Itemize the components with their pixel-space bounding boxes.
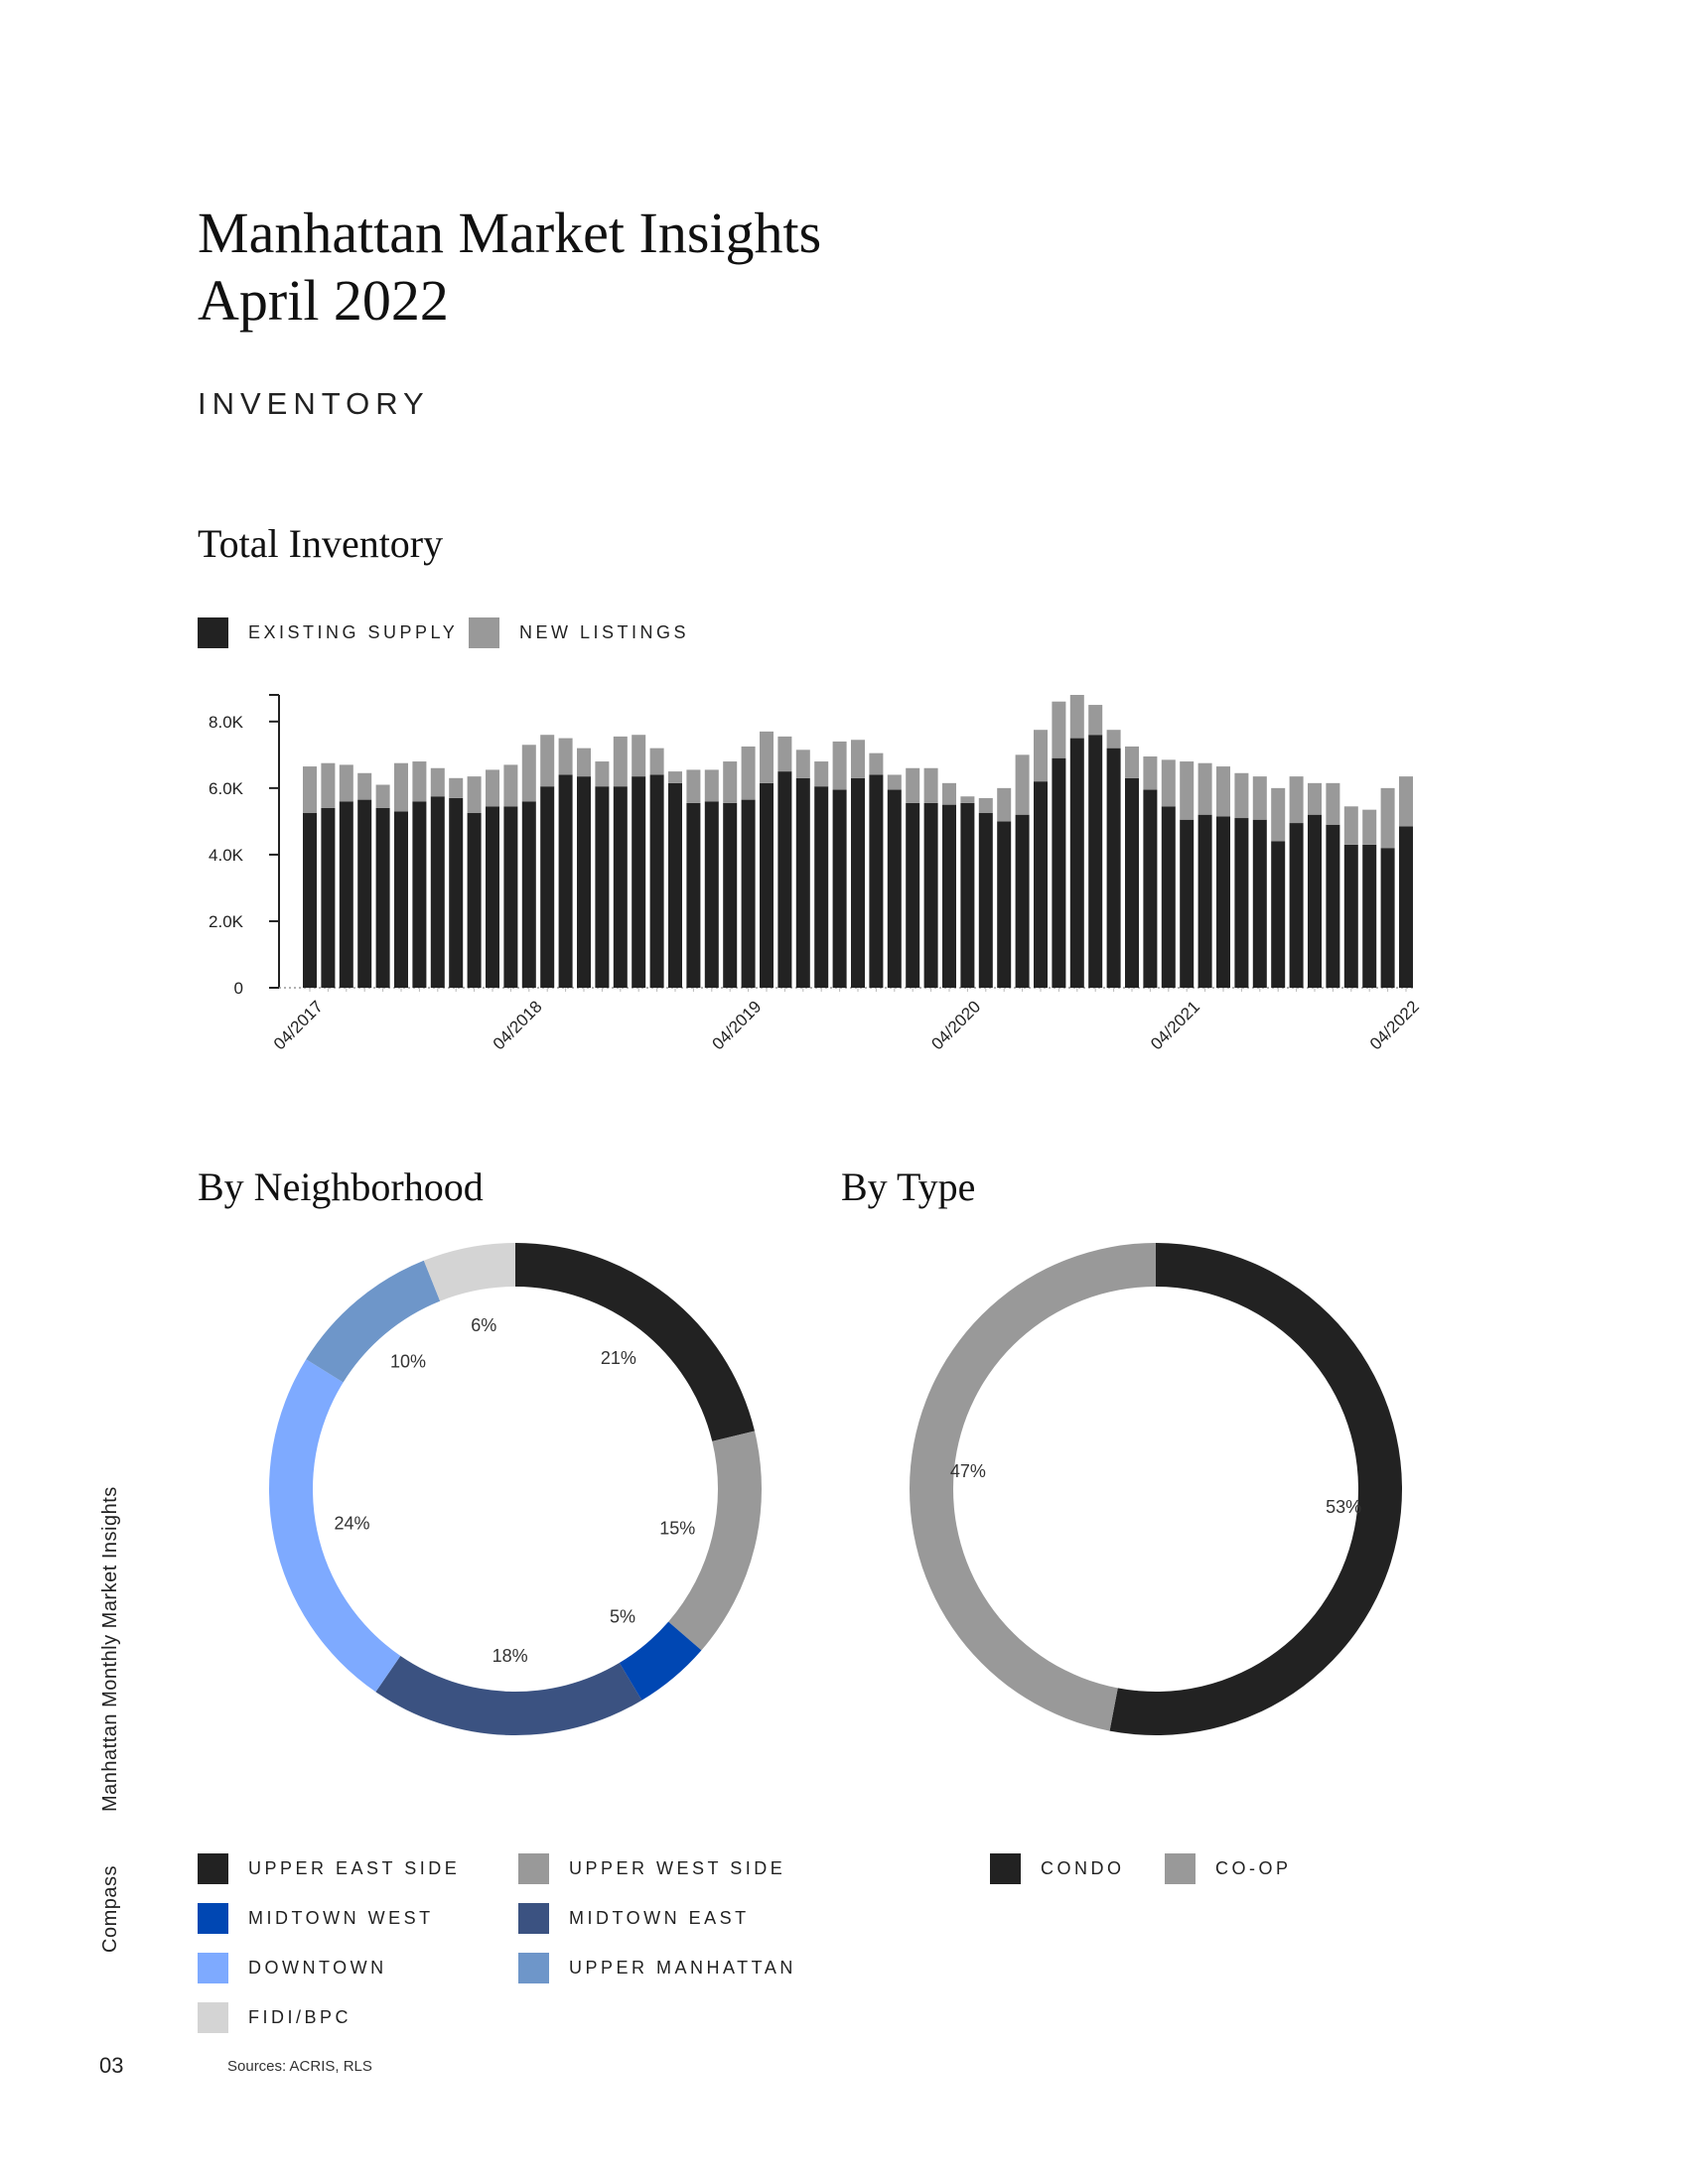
by-type-title: By Type [841, 1164, 976, 1209]
side-brand-label: Compass [99, 1865, 121, 1953]
legend-label-fidi-bpc: FIDI/BPC [248, 2007, 352, 2027]
by-neighborhood-title: By Neighborhood [198, 1164, 484, 1209]
x-tick-label: 04/2022 [1365, 997, 1423, 1054]
y-tick-label: 4.0K [209, 845, 243, 865]
y-tick-label: 0 [233, 979, 243, 998]
legend-label-condo: CONDO [1041, 1858, 1125, 1878]
legend-swatch-midtown-west [198, 1903, 228, 1934]
donut-slice-condo [1110, 1243, 1402, 1735]
legend-swatch-coop [1165, 1853, 1196, 1884]
legend-upper-west-side [518, 1853, 785, 1884]
legend-downtown [198, 1953, 387, 1983]
legend-label-upper-east-side: UPPER EAST SIDE [248, 1858, 461, 1878]
legend-midtown-west [198, 1903, 434, 1934]
legend-label-downtown: DOWNTOWN [248, 1958, 387, 1978]
y-tick-label: 2.0K [209, 911, 243, 931]
legend-label-midtown-west: MIDTOWN WEST [248, 1908, 434, 1928]
legend-fidi-bpc [198, 2002, 352, 2033]
legend-label-existing-supply: EXISTING SUPPLY [248, 622, 459, 642]
page-number: 03 [99, 2053, 124, 2078]
sources-note: Sources: ACRIS, RLS [227, 2058, 372, 2075]
legend-condo [990, 1853, 1125, 1884]
donut-label-downtown: 24% [334, 1513, 370, 1534]
x-tick-label: 04/2020 [927, 997, 985, 1054]
side-publication-title: Manhattan Monthly Market Insights [99, 1486, 121, 1812]
legend-label-upper-manhattan: UPPER MANHATTAN [569, 1958, 796, 1978]
legend-upper-east-side [198, 1853, 460, 1884]
y-tick-label: 8.0K [209, 712, 243, 732]
section-heading: INVENTORY [198, 386, 430, 421]
donut-label-condo: 53% [1326, 1496, 1362, 1517]
legend-label-midtown-east: MIDTOWN EAST [569, 1908, 750, 1928]
donut-label-midtown-west: 5% [609, 1606, 635, 1627]
donut-label-upper-manhattan: 10% [389, 1351, 427, 1372]
legend-label-upper-west-side: UPPER WEST SIDE [569, 1858, 786, 1878]
legend-swatch-condo [990, 1853, 1021, 1884]
x-tick-label: 04/2018 [489, 997, 546, 1054]
legend-upper-manhattan [518, 1953, 796, 1983]
donut-label-fidi-bpc: 6% [471, 1315, 497, 1336]
legend-midtown-east [518, 1903, 750, 1934]
x-tick-label: 04/2019 [708, 997, 766, 1054]
x-tick-label: 04/2021 [1147, 997, 1204, 1054]
donut-label-midtown-east: 18% [492, 1645, 528, 1666]
page-title-line-1: Manhattan Market Insights [198, 201, 822, 265]
total-inventory-title: Total Inventory [198, 521, 444, 566]
donut-label-upper-east-side: 21% [600, 1347, 636, 1368]
donut-label-upper-west-side: 15% [659, 1518, 696, 1539]
x-tick-label: 04/2017 [269, 997, 327, 1054]
legend-coop [1165, 1853, 1292, 1884]
legend-label-coop: CO-OP [1215, 1858, 1292, 1878]
legend-swatch-upper-manhattan [518, 1953, 549, 1983]
legend-swatch-midtown-east [518, 1903, 549, 1934]
donut-slice-coop [910, 1243, 1156, 1731]
y-tick-label: 6.0K [209, 778, 243, 798]
legend-swatch-fidi-bpc [198, 2002, 228, 2033]
legend-swatch-upper-west-side [518, 1853, 549, 1884]
legend-swatch-downtown [198, 1953, 228, 1983]
page-title-line-2: April 2022 [198, 268, 449, 333]
legend-label-new-listings: NEW LISTINGS [519, 622, 690, 642]
donut-label-coop: 47% [949, 1461, 986, 1482]
legend-swatch-upper-east-side [198, 1853, 228, 1884]
